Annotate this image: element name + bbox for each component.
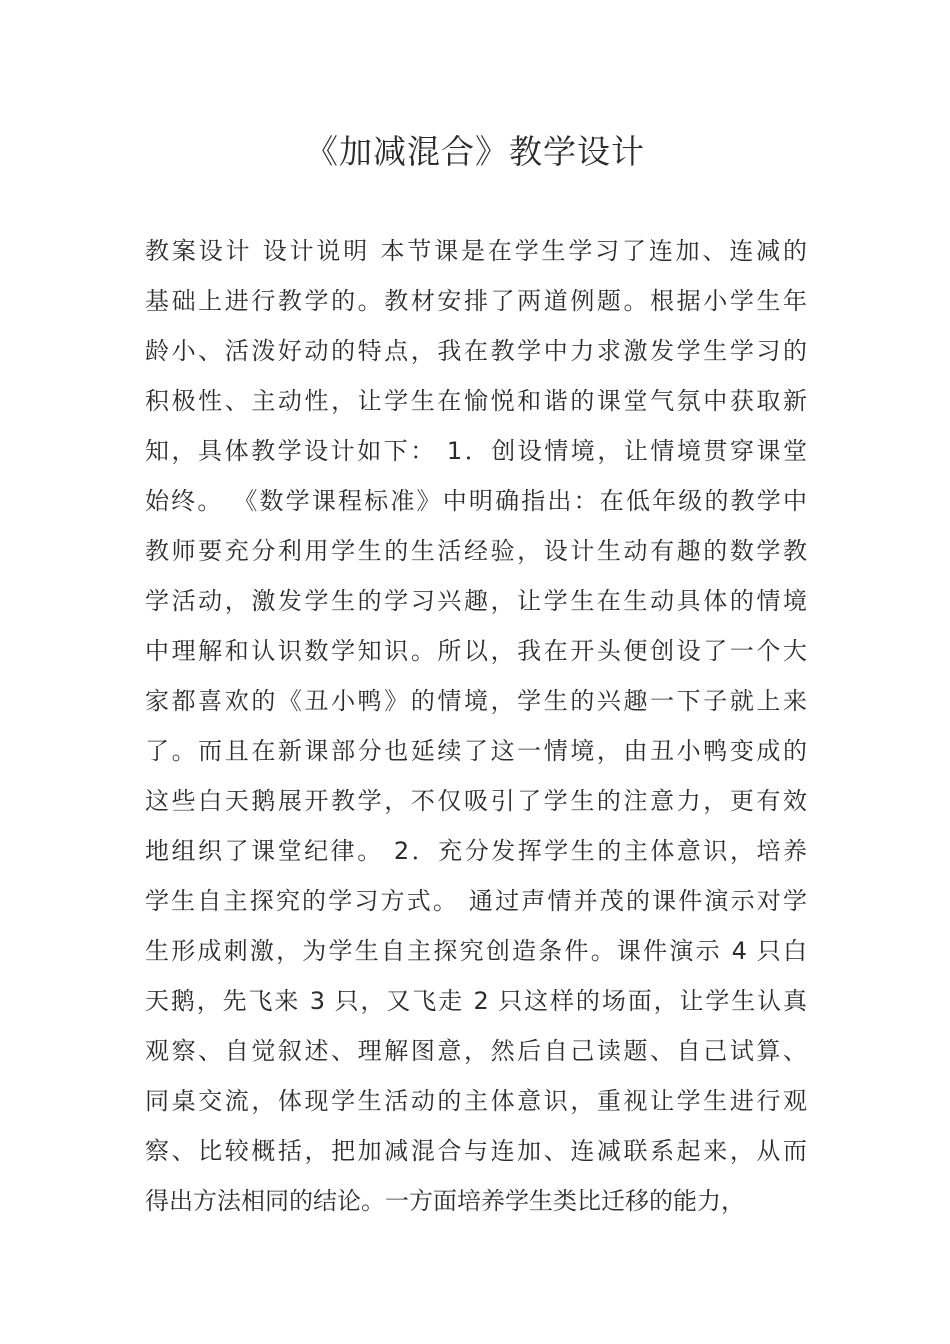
body-line: 基础上进行教学的。教材安排了两道例题。根据小学生年 xyxy=(145,287,807,315)
body-line: 观察、自觉叙述、理解图意，然后自己读题、自己试算、 xyxy=(145,1037,807,1065)
body-line: 生形成刺激，为学生自主探究创造条件。课件演示 4 只白 xyxy=(145,937,807,965)
document-title: 《加减混合》教学设计 xyxy=(305,132,645,171)
body-line: 察、比较概括，把加减混合与连加、连减联系起来，从而 xyxy=(145,1137,807,1165)
document-body xyxy=(145,226,807,1226)
body-line: 同桌交流，体现学生活动的主体意识，重视让学生进行观 xyxy=(145,1087,807,1115)
body-line: 学活动，激发学生的学习兴趣，让学生在生动具体的情境 xyxy=(145,587,807,615)
body-line: 始终。 《数学课程标准》中明确指出：在低年级的教学中 xyxy=(145,487,807,515)
body-line: 教案设计 设计说明 本节课是在学生学习了连加、连减的 xyxy=(145,237,807,265)
body-line: 教师要充分利用学生的生活经验，设计生动有趣的数学教 xyxy=(145,537,807,565)
body-line: 中理解和认识数学知识。所以，我在开头便创设了一个大 xyxy=(145,637,807,665)
body-line: 学生自主探究的学习方式。 通过声情并茂的课件演示对学 xyxy=(145,887,807,915)
body-line: 知，具体教学设计如下： 1．创设情境，让情境贯穿课堂 xyxy=(145,437,807,465)
body-line: 龄小、活泼好动的特点，我在教学中力求激发学生学习的 xyxy=(145,337,807,365)
body-line: 家都喜欢的《丑小鸭》的情境，学生的兴趣一下子就上来 xyxy=(145,687,807,715)
body-line: 得出方法相同的结论。一方面培养学生类比迁移的能力， xyxy=(145,1187,745,1215)
body-line: 了。而且在新课部分也延续了这一情境，由丑小鸭变成的 xyxy=(145,737,807,765)
body-line: 这些白天鹅展开教学，不仅吸引了学生的注意力，更有效 xyxy=(145,787,807,815)
body-line: 地组织了课堂纪律。 2．充分发挥学生的主体意识，培养 xyxy=(145,837,807,865)
body-line: 天鹅，先飞来 3 只，又飞走 2 只这样的场面，让学生认真 xyxy=(145,987,807,1015)
body-line: 积极性、主动性，让学生在愉悦和谐的课堂气氛中获取新 xyxy=(145,387,807,415)
